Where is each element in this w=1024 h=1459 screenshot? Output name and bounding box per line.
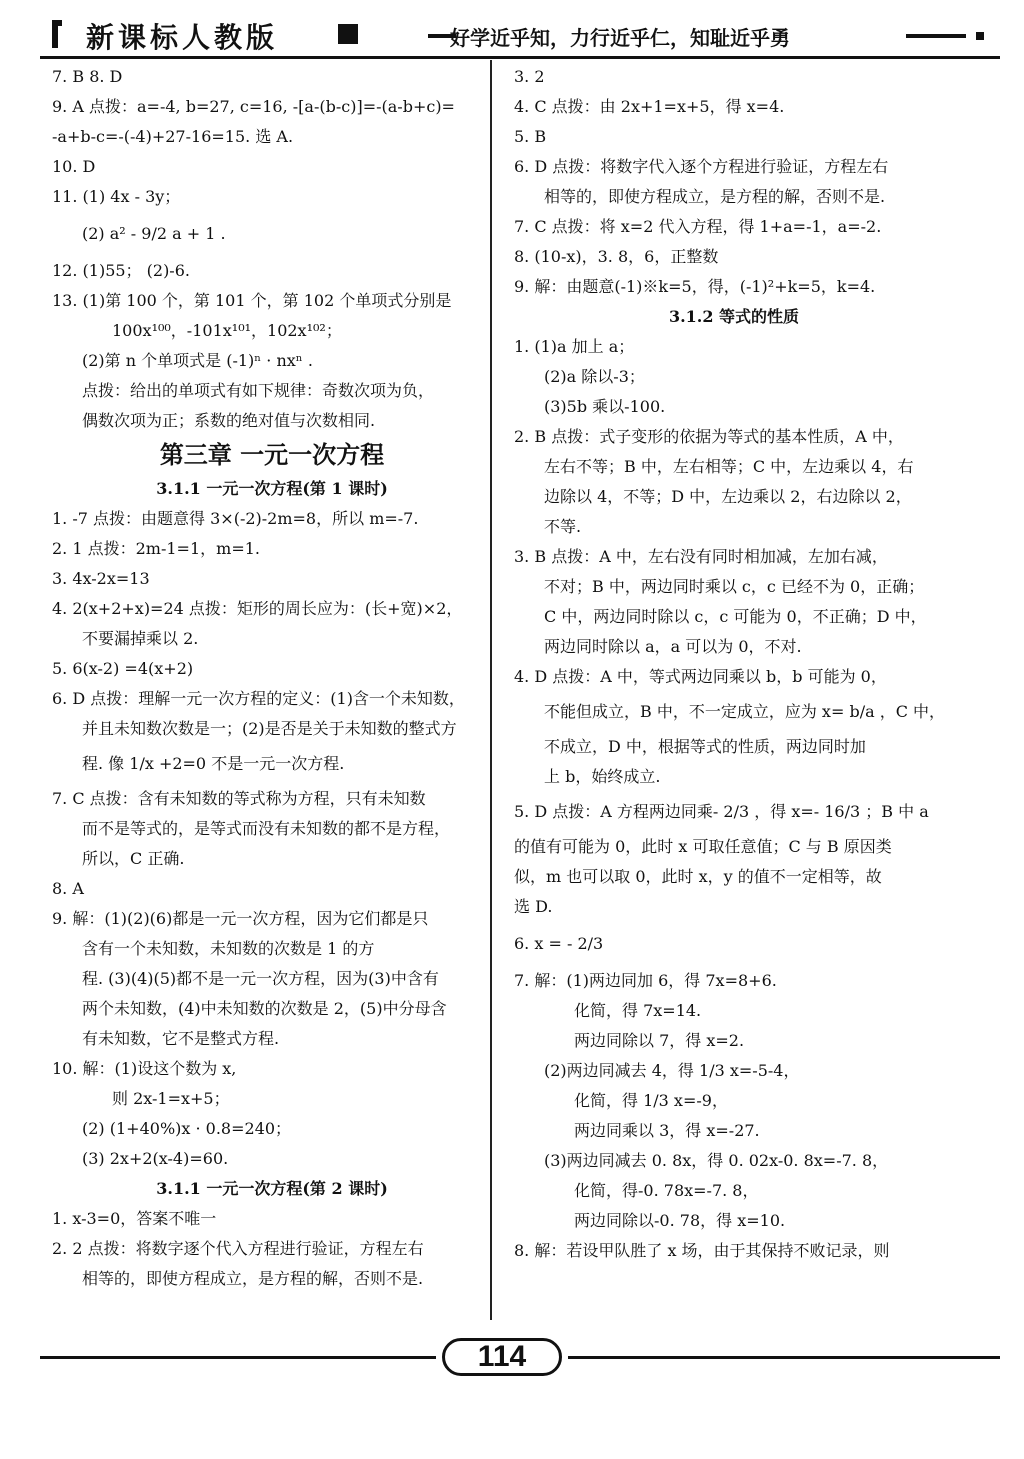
answer-line: 4. D 点拨：A 中，等式两边同乘以 b，b 可能为 0，	[514, 667, 887, 686]
answer-line: 偶数次项为正；系数的绝对值与次数相同.	[82, 411, 376, 430]
answer-line: 相等的，即使方程成立，是方程的解，否则不是.	[544, 187, 886, 206]
answer-line: 左右不等；B 中，左右相等；C 中，左边乘以 4，右	[544, 457, 914, 476]
answer-line: 含有一个未知数，未知数的次数是 1 的方	[82, 939, 375, 958]
answer-line: 有未知数，它不是整式方程.	[82, 1029, 280, 1048]
answer-line: (2)a 除以-3；	[544, 367, 645, 386]
footer-rule-right	[568, 1356, 1000, 1359]
answer-line: 5. 6(x-2) =4(x+2)	[52, 659, 194, 678]
section-title: 3.1.2 等式的性质	[668, 307, 800, 326]
answer-line: 边除以 4，不等；D 中，左边乘以 2，右边除以 2，	[544, 487, 912, 506]
answer-line: 两边同除以-0. 78，得 x=10.	[574, 1211, 786, 1230]
answer-line: (2) a² - 9/2 a + 1 .	[82, 224, 226, 243]
page-header	[40, 14, 1000, 54]
answer-line: (2)第 n 个单项式是 (-1)ⁿ · nxⁿ .	[82, 351, 313, 370]
answer-line: 所以，C 正确.	[82, 849, 185, 868]
answer-line: 12. (1)55； (2)-6.	[52, 261, 190, 280]
answer-line: 1. -7 点拨：由题意得 3×(-2)-2m=8，所以 m=-7.	[52, 509, 419, 528]
answer-line: 不成立，D 中，根据等式的性质，两边同时加	[544, 737, 866, 756]
chapter-title: 第三章 一元一次方程	[159, 440, 385, 469]
left-column	[52, 62, 492, 1294]
right-column	[514, 62, 954, 1266]
answer-line: (3)两边同减去 0. 8x，得 0. 02x-0. 8x=-7. 8，	[544, 1151, 889, 1170]
answer-line: (3)5b 乘以-100.	[544, 397, 666, 416]
answer-line: 6. D 点拨：理解一元一次方程的定义：(1)含一个未知数，	[52, 689, 465, 708]
answer-line: 并且未知数次数是一；(2)是否是关于未知数的整式方	[82, 719, 457, 738]
section-title: 3.1.1 一元一次方程(第 2 课时)	[156, 1179, 388, 1198]
answer-line: 两个未知数，(4)中未知数的次数是 2，(5)中分母含	[82, 999, 447, 1018]
answer-line: 13. (1)第 100 个，第 101 个，第 102 个单项式分别是	[52, 291, 452, 310]
answer-line: 而不是等式的，是等式而没有未知数的都不是方程，	[82, 819, 451, 838]
header-rule-right	[906, 34, 966, 38]
answer-line: 似，m 也可以取 0，此时 x，y 的值不一定相等，故	[514, 867, 882, 886]
answer-line: 两边同除以 7，得 x=2.	[574, 1031, 745, 1050]
header-bottom-rule	[40, 56, 1000, 59]
page-footer	[40, 1338, 1000, 1378]
answer-line: 10. D	[52, 157, 96, 176]
answer-line: -a+b-c=-(-4)+27-16=15. 选 A.	[52, 127, 294, 146]
answer-line: 程. 像 1/x +2=0 不是一元一次方程.	[82, 754, 345, 773]
answer-line: 不能但成立，B 中，不一定成立，应为 x= b/a ，C 中，	[544, 702, 946, 721]
answer-line: 100x¹⁰⁰，-101x¹⁰¹，102x¹⁰²；	[112, 321, 342, 340]
answer-line: 不要漏掉乘以 2.	[82, 629, 199, 648]
answer-line: 7. C 点拨：含有未知数的等式称为方程，只有未知数	[52, 789, 426, 808]
answer-line: 7. B 8. D	[52, 67, 123, 86]
footer-rule-left	[40, 1356, 436, 1359]
answer-line: 化简，得 7x=14.	[574, 1001, 702, 1020]
answer-line: 上 b，始终成立.	[544, 767, 661, 786]
corner-mark	[52, 20, 62, 48]
answer-line: 8. A	[52, 879, 84, 898]
header-motto: 好学近乎知，力行近乎仁，知耻近乎勇	[450, 26, 790, 50]
answer-line: 11. (1) 4x - 3y；	[52, 187, 181, 206]
answer-line: 不等.	[544, 517, 582, 536]
answer-line: 的值有可能为 0，此时 x 可取任意值；C 与 B 原因类	[514, 837, 892, 856]
answer-line: 相等的，即使方程成立，是方程的解，否则不是.	[82, 1269, 424, 1288]
answer-line: 6. D 点拨：将数字代入逐个方程进行验证，方程左右	[514, 157, 889, 176]
answer-line: 程. (3)(4)(5)都不是一元一次方程，因为(3)中含有	[82, 969, 439, 988]
answer-line: (3) 2x+2(x-4)=60.	[82, 1149, 229, 1168]
answer-line: 2. 1 点拨：2m-1=1，m=1.	[52, 539, 260, 558]
answer-line: 则 2x-1=x+5；	[112, 1089, 230, 1108]
answer-line: 2. 2 点拨：将数字逐个代入方程进行验证，方程左右	[52, 1239, 424, 1258]
answer-line: 两边同乘以 3，得 x=-27.	[574, 1121, 760, 1140]
answer-line: 7. 解：(1)两边同加 6，得 7x=8+6.	[514, 971, 777, 990]
answer-line: 4. 2(x+2+x)=24 点拨：矩形的周长应为：(长+宽)×2，	[52, 599, 463, 618]
answer-line: (2) (1+40%)x · 0.8=240；	[82, 1119, 292, 1138]
answer-line: 4. C 点拨：由 2x+1=x+5，得 x=4.	[514, 97, 785, 116]
answer-line: 3. 4x-2x=13	[52, 569, 150, 588]
section-title: 3.1.1 一元一次方程(第 1 课时)	[156, 479, 388, 498]
answer-line: 8. (10-x)，3. 8，6，正整数	[514, 247, 719, 266]
answer-line: 选 D.	[514, 897, 553, 916]
answer-line: 2. B 点拨：式子变形的依据为等式的基本性质，A 中，	[514, 427, 904, 446]
answer-line: 3. B 点拨：A 中，左右没有同时相加减，左加右减，	[514, 547, 888, 566]
answer-line: 点拨：给出的单项式有如下规律：奇数次项为负，	[82, 381, 435, 400]
answer-line: 5. D 点拨：A 方程两边同乘- 2/3 ，得 x=- 16/3 ；B 中 a	[514, 802, 929, 821]
answer-line: 10. 解：(1)设这个数为 x,	[52, 1059, 237, 1078]
answer-line: 化简，得 1/3 x=-9，	[574, 1091, 728, 1110]
answer-line: 不对；B 中，两边同时乘以 c，c 已经不为 0，正确；	[544, 577, 925, 596]
answer-line: 5. B	[514, 127, 547, 146]
answer-line: C 中，两边同时除以 c，c 可能为 0，不正确；D 中，	[544, 607, 927, 626]
answer-line: 9. A 点拨：a=-4, b=27, c=16, -[a-(b-c)]=-(a-b+c)=	[52, 97, 455, 116]
page-number: 114	[442, 1338, 562, 1376]
answer-line: 3. 2	[514, 67, 545, 86]
answer-line: 1. x-3=0，答案不唯一	[52, 1209, 217, 1228]
answer-line: 两边同时除以 a，a 可以为 0，不对.	[544, 637, 802, 656]
answer-line: (2)两边同减去 4，得 1/3 x=-5-4，	[544, 1061, 800, 1080]
answer-line: 8. 解：若设甲队胜了 x 场，由于其保持不败记录，则	[514, 1241, 890, 1260]
square-mark	[338, 24, 358, 44]
answer-line: 9. 解：(1)(2)(6)都是一元一次方程，因为它们都是只	[52, 909, 429, 928]
answer-line: 化简，得-0. 78x=-7. 8，	[574, 1181, 759, 1200]
answer-line: 7. C 点拨：将 x=2 代入方程，得 1+a=-1，a=-2.	[514, 217, 882, 236]
header-dot	[976, 32, 984, 40]
answer-line: 9. 解：由题意(-1)※k=5，得，(-1)²+k=5，k=4.	[514, 277, 876, 296]
book-title: 新课标人教版	[86, 21, 279, 54]
answer-line: 1. (1)a 加上 a；	[514, 337, 635, 356]
answer-line: 6. x = - 2/3	[514, 934, 604, 953]
